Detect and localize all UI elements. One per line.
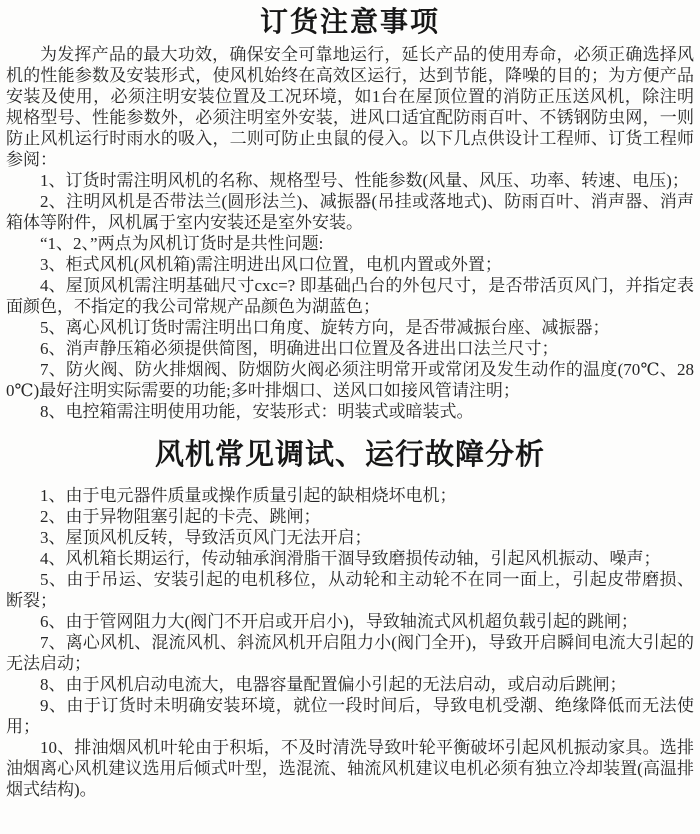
fault-item: 9、由于订货时未明确安装环境，就位一段时间后，导致电机受潮、绝缘降低而无法使用； [6, 696, 694, 736]
fault-item: 2、由于异物阻塞引起的卡壳、跳闸； [40, 507, 321, 526]
fault-item: 4、风机箱长期运行，传动轴承润滑脂干涸导致磨损传动轴，引起风机振动、噪声； [40, 549, 661, 568]
fault-item: 1、由于电元器件质量或操作质量引起的缺相烧坏电机； [40, 486, 457, 505]
intro-paragraph: 为发挥产品的最大功效，确保安全可靠地运行，延长产品的使用寿命，必须正确选择风机的性能参数及安装形式，使风机始终在高效区运行，达到节能，降噪的目的；为方便产品安装及使用，必须注明安装位置及工况环境，如1台在屋顶位置的消防正压送风机，除注明规格型号、性能参数外，必须注明室外安装，进风口适宜配防雨百叶、不锈钢防虫网，一则防止风机运行时雨水的吸入，二则可防止虫鼠的侵入。以下几点供设计工程师、订货工程师参阅： [6, 45, 694, 169]
ordering-notes-title: 订货注意事项 [259, 6, 440, 37]
ordering-note-item: 4、屋顶风机需注明基础尺寸cxc=? 即基础凸台的外包尺寸，是否带活页风门，并指定表面颜色，不指定的我公司常规产品颜色为湖蓝色； [6, 276, 694, 316]
fault-item: 5、由于吊运、安装引起的电机移位，从动轮和主动轮不在同一面上，引起皮带磨损、断裂； [6, 570, 694, 610]
fault-item: 7、离心风机、混流风机、斜流风机开启阻力小(阀门全开)，导致开启瞬间电流大引起的无法启动； [6, 633, 694, 673]
ordering-note-common-remark: “1、2、”两点为风机订货时是共性问题: [40, 234, 324, 253]
fault-item: 3、屋顶风机反转，导致活页风门无法开启； [40, 528, 372, 547]
fault-item: 8、由于风机启动电流大，电器容量配置偏小引起的无法启动，或启动后跳闸； [40, 675, 627, 694]
fault-analysis-section [6, 485, 694, 800]
ordering-note-item: 2、注明风机是否带法兰(圆形法兰)、减振器(吊挂或落地式)、防雨百叶、消声器、消声箱体等附件，风机属于室内安装还是室外安装。 [6, 192, 694, 232]
fault-item: 10、排油烟风机叶轮由于积垢，不及时清洗导致叶轮平衡破坏引起风机振动家具。选排油烟离心风机建议选用后倾式叶型，选混流、轴流风机建议电机必须有独立冷却装置(高温排烟式结构)。 [6, 738, 694, 799]
ordering-note-item: 8、电控箱需注明使用功能，安装形式：明装式或暗装式。 [40, 402, 474, 421]
ordering-note-item: 1、订货时需注明风机的名称、规格型号、性能参数(风量、风压、功率、转速、电压)； [40, 171, 689, 190]
ordering-note-item: 7、防火阀、防火排烟阀、防烟防火阀必须注明常开或常闭及发生动作的温度(70℃、280℃)最好注明实际需要的功能;多叶排烟口、送风口如接风管请注明； [6, 360, 694, 400]
ordering-note-item: 3、柜式风机(风机箱)需注明进出风口位置，电机内置或外置； [40, 255, 502, 274]
fault-item: 6、由于管网阻力大(阀门不开启或开启小)，导致轴流式风机超负载引起的跳闸； [40, 612, 638, 631]
ordering-notes-section [6, 44, 694, 422]
ordering-note-item: 5、离心风机订货时需注明出口角度、旋转方向，是否带减振台座、减振器； [40, 318, 610, 337]
fault-analysis-title: 风机常见调试、运行故障分析 [154, 439, 545, 471]
ordering-note-item: 6、消声静压箱必须提供简图，明确进出口位置及各进出口法兰尺寸； [40, 339, 559, 358]
